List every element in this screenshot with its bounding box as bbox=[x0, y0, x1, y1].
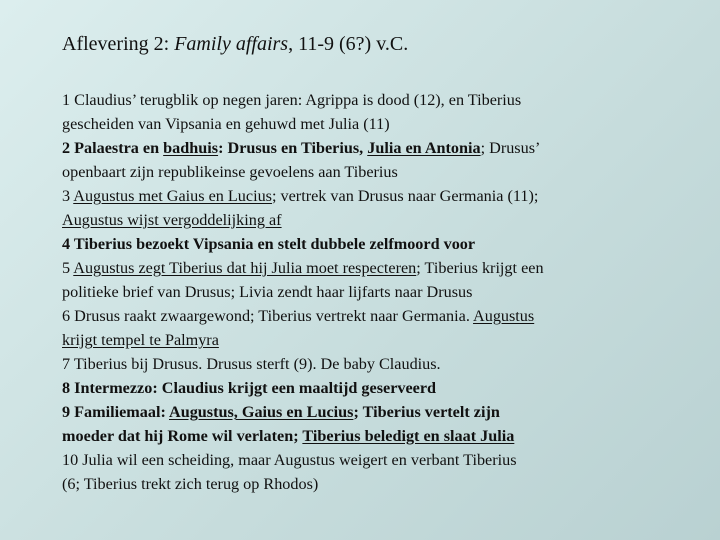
episode-line bbox=[62, 400, 674, 424]
text-segment: ; Tiberius vertelt zijn bbox=[353, 403, 500, 421]
underlined-segment: Tiberius beledigt en slaat Julia bbox=[302, 427, 515, 445]
episode-line bbox=[62, 424, 674, 448]
text-segment: 1 Claudius’ terugblik op negen jaren: Agrippa is dood (12), en Tiberius bbox=[62, 91, 522, 109]
text-segment: gescheiden van Vipsania en gehuwd met Julia (11) bbox=[62, 115, 390, 133]
text-segment: (6; Tiberius trekt zich terug op Rhodos) bbox=[62, 475, 319, 493]
text-segment: openbaart zijn republikeinse gevoelens aan Tiberius bbox=[62, 163, 398, 181]
episode-list bbox=[62, 88, 674, 496]
underlined-segment: Augustus wijst vergoddelijking af bbox=[62, 211, 282, 229]
text-segment: : Drusus en Tiberius, bbox=[218, 139, 368, 157]
episode-line bbox=[62, 232, 674, 256]
text-segment: 10 Julia wil een scheiding, maar Augustus weigert en verbant Tiberius bbox=[62, 451, 517, 469]
episode-line bbox=[62, 448, 674, 472]
title-prefix: Aflevering 2: bbox=[62, 33, 175, 55]
episode-line bbox=[62, 352, 674, 376]
text-segment: ; vertrek van Drusus naar Germania (11); bbox=[271, 187, 539, 205]
episode-line bbox=[62, 304, 674, 328]
episode-line bbox=[62, 256, 674, 280]
text-segment: ; Drusus’ bbox=[480, 139, 541, 157]
episode-line bbox=[62, 160, 674, 184]
episode-line bbox=[62, 376, 674, 400]
text-segment: moeder dat hij Rome wil verlaten; bbox=[62, 427, 303, 445]
episode-line bbox=[62, 112, 674, 136]
text-segment: 2 Palaestra en bbox=[62, 139, 164, 157]
episode-line bbox=[62, 280, 674, 304]
slide-title bbox=[62, 28, 408, 60]
underlined-segment: Augustus bbox=[473, 307, 535, 325]
text-segment: 3 bbox=[62, 187, 74, 205]
underlined-segment: Augustus met Gaius en Lucius bbox=[73, 187, 272, 205]
episode-line bbox=[62, 184, 674, 208]
underlined-segment: Augustus zegt Tiberius dat hij Julia moet respecteren bbox=[73, 259, 417, 277]
text-segment: 6 Drusus raakt zwaargewond; Tiberius vertrekt naar Germania. bbox=[62, 307, 474, 325]
episode-line bbox=[62, 472, 674, 496]
underlined-segment: badhuis bbox=[163, 139, 219, 157]
text-segment: 5 bbox=[62, 259, 74, 277]
episode-line bbox=[62, 208, 674, 232]
underlined-segment: Augustus, Gaius en Lucius bbox=[169, 403, 354, 421]
text-segment: 8 Intermezzo: Claudius krijgt een maaltijd geserveerd bbox=[62, 379, 437, 397]
title-suffix: , 11-9 (6?) v.C. bbox=[288, 33, 409, 55]
underlined-segment: krijgt tempel te Palmyra bbox=[62, 331, 219, 349]
title-italic: Family affairs bbox=[174, 33, 289, 55]
text-segment: 7 Tiberius bij Drusus. Drusus sterft (9). De baby Claudius. bbox=[62, 355, 441, 373]
text-segment: 9 Familiemaal: bbox=[62, 403, 169, 421]
episode-line bbox=[62, 136, 674, 160]
underlined-segment: Julia en Antonia bbox=[367, 139, 481, 157]
text-segment: ; Tiberius krijgt een bbox=[416, 259, 544, 277]
episode-line bbox=[62, 88, 674, 112]
text-segment: 4 Tiberius bezoekt Vipsania en stelt dubbele zelfmoord voor bbox=[62, 235, 476, 253]
text-segment: politieke brief van Drusus; Livia zendt haar lijfarts naar Drusus bbox=[62, 283, 473, 301]
episode-line bbox=[62, 328, 674, 352]
